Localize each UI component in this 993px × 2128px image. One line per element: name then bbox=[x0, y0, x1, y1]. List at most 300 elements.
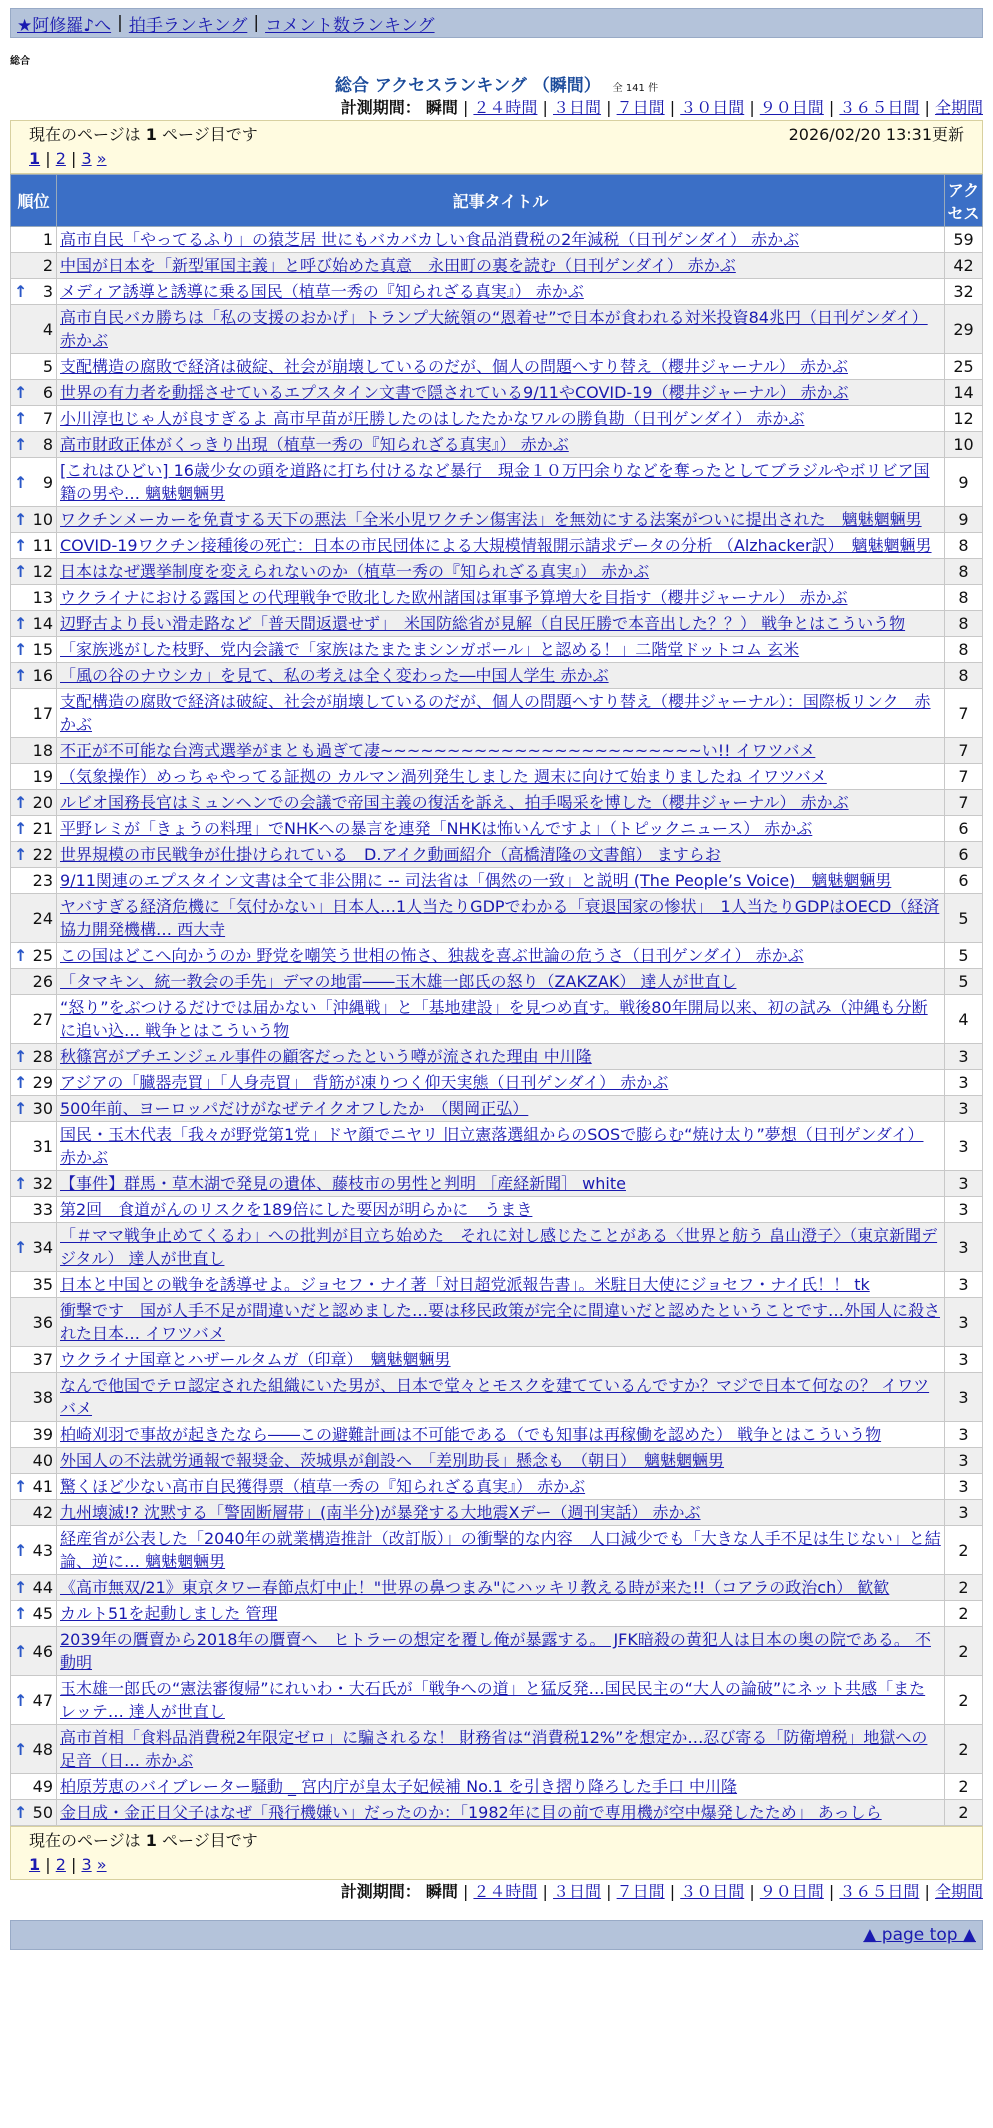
article-title-link[interactable]: 不正が不可能な台湾式選挙がまとも過ぎて凄~~~~~~~~~~~~~~~~~~~~~~~~い!! イワツバメ bbox=[60, 741, 816, 760]
title-cell bbox=[57, 1676, 945, 1725]
rank-cell bbox=[11, 1725, 57, 1774]
rank-cell bbox=[11, 1422, 57, 1448]
title-cell bbox=[57, 432, 945, 458]
access-count: 2 bbox=[945, 1800, 983, 1826]
page-link-1[interactable]: 1 bbox=[29, 149, 41, 168]
article-title-link[interactable]: ウクライナにおける露国との代理戦争で敗北した欧州諸国は軍事予算増大を目指す（櫻井ジャーナル） 赤かぶ bbox=[60, 588, 848, 607]
rank-number: 12 bbox=[32, 562, 53, 581]
article-title-link[interactable]: 秋篠宮がブチエンジェル事件の顧客だったという噂が流された理由 中川隆 bbox=[60, 1047, 592, 1066]
title-cell bbox=[57, 790, 945, 816]
article-title-link[interactable]: ワクチンメーカーを免責する天下の悪法「全米小児ワクチン傷害法」を無効にする法案がついに提出された 魑魅魍魎男 bbox=[60, 510, 922, 529]
period-link-90d[interactable]: ９０日間 bbox=[759, 98, 824, 117]
rank-cell bbox=[11, 943, 57, 969]
title-cell bbox=[57, 1223, 945, 1272]
period-link-90d-bottom[interactable]: ９０日間 bbox=[759, 1882, 824, 1901]
article-title-link[interactable]: 9/11関連のエプスタイン文書は全て非公開に -- 司法省は「偶然の一致」と説明 (The People’s Voice) 魑魅魍魎男 bbox=[60, 871, 892, 890]
article-title-link[interactable]: 柏崎刈羽で事故が起きたなら――この避難計画は不可能である（でも知事は再稼働を認めた） 戦争とはこういう物 bbox=[60, 1425, 882, 1444]
title-cell bbox=[57, 1774, 945, 1800]
table-row bbox=[11, 1298, 983, 1347]
table-row bbox=[11, 458, 983, 507]
article-title-link[interactable]: 中国が日本を「新型軍国主義」と呼び始めた真意 永田町の裏を読む（日刊ゲンダイ） 赤かぶ bbox=[60, 256, 736, 275]
access-count: 3 bbox=[945, 1272, 983, 1298]
access-count: 14 bbox=[945, 380, 983, 406]
article-title-link[interactable]: メディア誘導と誘導に乗る国民（植草一秀の『知られざる真実』） 赤かぶ bbox=[60, 282, 584, 301]
rank-cell bbox=[11, 1171, 57, 1197]
article-title-link[interactable]: 500年前、ヨーロッパだけがなぜテイクオフしたか （関岡正弘） bbox=[60, 1099, 529, 1118]
period-label: 計測期間： bbox=[340, 98, 421, 117]
rank-up-arrow-icon: ↑ bbox=[14, 282, 28, 301]
rank-number: 15 bbox=[32, 640, 53, 659]
rank-cell bbox=[11, 1500, 57, 1526]
rank-up-arrow-icon: ↑ bbox=[14, 1174, 28, 1193]
article-title-link[interactable]: 「家族逃がした枝野、党内会議で「家族はたまたまシンガポール」と認める！」二階堂ドットコム 玄米 bbox=[60, 640, 800, 659]
title-cell bbox=[57, 969, 945, 995]
article-title-link[interactable]: 第2回 食道がんのリスクを189倍にした要因が明らかに うまき bbox=[60, 1200, 533, 1219]
access-count: 5 bbox=[945, 969, 983, 995]
title-cell bbox=[57, 1575, 945, 1601]
table-row bbox=[11, 1347, 983, 1373]
page-link-2[interactable]: 2 bbox=[55, 149, 66, 168]
table-row bbox=[11, 1197, 983, 1223]
rank-number: 13 bbox=[32, 588, 53, 607]
rank-number: 43 bbox=[32, 1540, 53, 1560]
col-rank-header: 順位 bbox=[11, 175, 57, 227]
table-row bbox=[11, 1725, 983, 1774]
rank-up-arrow-icon: ↑ bbox=[14, 1604, 28, 1623]
rank-cell bbox=[11, 585, 57, 611]
title-cell bbox=[57, 1800, 945, 1826]
table-row bbox=[11, 1122, 983, 1171]
access-count: 32 bbox=[945, 279, 983, 305]
rank-cell bbox=[11, 432, 57, 458]
rank-number: 34 bbox=[32, 1237, 53, 1257]
updated-timestamp: 2026/02/20 13:31更新 bbox=[788, 125, 964, 144]
next-page-link-bottom[interactable]: » bbox=[96, 1855, 107, 1874]
article-title-link[interactable]: 支配構造の腐敗で経済は破綻、社会が崩壊しているのだが、個人の問題へすり替え（櫻井ジャーナル）：国際板リンク 赤かぶ bbox=[60, 692, 931, 734]
article-title-link[interactable]: 日本はなぜ選挙制度を変えられないのか（植草一秀の『知られざる真実』） 赤かぶ bbox=[60, 562, 650, 581]
article-title-link[interactable]: 平野レミが「きょうの料理」でNHKへの暴言を連発「NHKは怖いんですよ」（トピックニュース） 赤かぶ bbox=[60, 819, 813, 838]
access-count: 7 bbox=[945, 689, 983, 738]
access-count: 3 bbox=[945, 1197, 983, 1223]
rank-cell bbox=[11, 305, 57, 354]
nav-applause-ranking-link[interactable]: 拍手ランキング bbox=[128, 15, 248, 36]
rank-number: 3 bbox=[42, 282, 53, 301]
next-page-link[interactable]: » bbox=[96, 149, 107, 168]
rank-number: 41 bbox=[32, 1477, 53, 1496]
rank-cell bbox=[11, 764, 57, 790]
rank-cell bbox=[11, 533, 57, 559]
table-row bbox=[11, 1627, 983, 1676]
total-count: 全 141 件 bbox=[612, 83, 659, 94]
title-cell bbox=[57, 637, 945, 663]
rank-cell bbox=[11, 1676, 57, 1725]
period-link-30d[interactable]: ３０日間 bbox=[680, 98, 745, 117]
rank-number: 31 bbox=[32, 1136, 53, 1156]
rank-up-arrow-icon: ↑ bbox=[14, 1237, 28, 1257]
access-count: 7 bbox=[945, 790, 983, 816]
rank-cell bbox=[11, 894, 57, 943]
rank-cell bbox=[11, 1601, 57, 1627]
access-count: 2 bbox=[945, 1676, 983, 1725]
article-title-link[interactable]: [これはひどい] 16歳少女の頭を道路に打ち付けるなど暴行 現金１０万円余りなどを奪ったとしてブラジルやボリビア国籍の男や… 魑魅魍魎男 bbox=[60, 461, 930, 503]
table-row bbox=[11, 1676, 983, 1725]
nav-comment-ranking-link[interactable]: コメント数ランキング bbox=[265, 15, 435, 36]
period-current: 瞬間 bbox=[425, 98, 458, 117]
page-link-3-bottom[interactable]: 3 bbox=[81, 1855, 92, 1874]
rank-number: 19 bbox=[32, 767, 53, 786]
rank-cell bbox=[11, 663, 57, 689]
page-links: 1 | 2 | 3 » bbox=[29, 149, 107, 168]
rank-up-arrow-icon: ↑ bbox=[14, 1047, 28, 1066]
rank-number: 49 bbox=[32, 1777, 53, 1796]
table-row bbox=[11, 1422, 983, 1448]
period-label-bottom: 計測期間： bbox=[340, 1882, 421, 1901]
article-title-link[interactable]: 高市自民「やってるふり」の猿芝居 世にもバカバカしい食品消費税の2年減税（日刊ゲンダイ） 赤かぶ bbox=[60, 230, 800, 249]
table-row bbox=[11, 1774, 983, 1800]
rank-cell bbox=[11, 559, 57, 585]
table-row bbox=[11, 1526, 983, 1575]
article-title-link[interactable]: 「風の谷のナウシカ」を見て、私の考えは全く変わった―中国人学生 赤かぶ bbox=[60, 666, 609, 685]
top-nav: ★阿修羅♪へ | 拍手ランキング | コメント数ランキング bbox=[10, 8, 983, 38]
rank-up-arrow-icon: ↑ bbox=[14, 1641, 28, 1661]
title-cell bbox=[57, 1096, 945, 1122]
rank-number: 37 bbox=[32, 1350, 53, 1369]
article-title-link[interactable]: 世界の有力者を動揺させているエプスタイン文書で隠されている9/11やCOVID-19（櫻井ジャーナル） 赤かぶ bbox=[60, 383, 849, 402]
rank-up-arrow-icon: ↑ bbox=[14, 1803, 28, 1822]
title-cell bbox=[57, 380, 945, 406]
article-title-link[interactable]: 驚くほど少ない高市自民獲得票（植草一秀の『知られざる真実』） 赤かぶ bbox=[60, 1477, 586, 1496]
article-title-link[interactable]: 高市自民バカ勝ちは「私の支援のおかげ」トランプ大統領の“恩着せ”で日本が食われる対米投資84兆円（日刊ゲンダイ） 赤かぶ bbox=[60, 308, 928, 350]
article-title-link[interactable]: ヤバすぎる経済危機に「気付かない」日本人…1人当たりGDPでわかる「衰退国家の惨状」 1人当たりGDPはOECD（経済協力開発機構… 西大寺 bbox=[60, 897, 940, 939]
rank-number: 28 bbox=[32, 1047, 53, 1066]
rank-number: 16 bbox=[32, 666, 53, 685]
access-count: 8 bbox=[945, 559, 983, 585]
period-link-3d[interactable]: ３日間 bbox=[553, 98, 602, 117]
table-row bbox=[11, 1601, 983, 1627]
rank-cell bbox=[11, 1070, 57, 1096]
rank-number: 27 bbox=[32, 1009, 53, 1029]
access-count: 8 bbox=[945, 611, 983, 637]
article-title-link[interactable]: （気象操作）めっちゃやってる証拠の カルマン渦列発生しました 週末に向けて始まりましたね イワツバメ bbox=[60, 767, 827, 786]
table-row bbox=[11, 1575, 983, 1601]
rank-number: 46 bbox=[32, 1641, 53, 1661]
article-title-link[interactable]: 九州壊滅!? 沈黙する「警固断層帯」(南半分)が暴発する大地震Xデー（週刊実話） 赤かぶ bbox=[60, 1503, 701, 1522]
rank-up-arrow-icon: ↑ bbox=[14, 383, 28, 402]
title-cell bbox=[57, 764, 945, 790]
rank-up-arrow-icon: ↑ bbox=[14, 1690, 28, 1710]
rank-cell bbox=[11, 1347, 57, 1373]
section-label: 総合 bbox=[10, 56, 30, 67]
rank-cell bbox=[11, 1272, 57, 1298]
rank-up-arrow-icon: ↑ bbox=[14, 946, 28, 965]
title-cell bbox=[57, 1347, 945, 1373]
period-link-all-bottom[interactable]: 全期間 bbox=[934, 1882, 983, 1901]
title-cell bbox=[57, 1373, 945, 1422]
access-count: 29 bbox=[945, 305, 983, 354]
period-link-all[interactable]: 全期間 bbox=[934, 98, 983, 117]
rank-number: 45 bbox=[32, 1604, 53, 1623]
table-row bbox=[11, 995, 983, 1044]
title-cell bbox=[57, 458, 945, 507]
rank-number: 48 bbox=[32, 1739, 53, 1759]
access-count: 2 bbox=[945, 1575, 983, 1601]
rank-number: 24 bbox=[32, 908, 53, 928]
access-count: 7 bbox=[945, 738, 983, 764]
article-title-link[interactable]: 支配構造の腐敗で経済は破綻、社会が崩壊しているのだが、個人の問題へすり替え（櫻井ジャーナル） 赤かぶ bbox=[60, 357, 848, 376]
article-title-link[interactable]: 世界規模の市民戦争が仕掛けられている D.アイク動画紹介（高橋清隆の文書館） ますらお bbox=[60, 845, 721, 864]
access-count: 6 bbox=[945, 868, 983, 894]
title-cell bbox=[57, 1601, 945, 1627]
article-title-link[interactable]: 国民・玉木代表「我々が野党第1党」ドヤ顔でニヤリ 旧立憲落選組からのSOSで膨らむ“焼け太り”夢想（日刊ゲンダイ） 赤かぶ bbox=[60, 1125, 924, 1167]
title-cell bbox=[57, 1526, 945, 1575]
table-row bbox=[11, 1272, 983, 1298]
rank-cell bbox=[11, 790, 57, 816]
period-link-24h[interactable]: ２４時間 bbox=[473, 98, 538, 117]
title-cell bbox=[57, 1725, 945, 1774]
article-title-link[interactable]: 柏原芳恵のバイブレーター騒動 _ 宮内庁が皇太子妃候補 No.1 を引き摺り降ろした手口 中川隆 bbox=[60, 1777, 738, 1796]
access-count: 9 bbox=[945, 458, 983, 507]
rank-cell bbox=[11, 227, 57, 253]
article-title-link[interactable]: 衝撃です 国が人手不足が間違いだと認めました…要は移民政策が完全に間違いだと認めたということです…外国人に殺された日本… イワツバメ bbox=[60, 1301, 941, 1343]
article-title-link[interactable]: 高市首相「食料品消費税2年限定ゼロ」に騙されるな！ 財務省は“消費税12%”を想定か…忍び寄る「防衛増税」地獄への足音（日… 赤かぶ bbox=[60, 1728, 928, 1770]
title-cell bbox=[57, 354, 945, 380]
rank-cell bbox=[11, 611, 57, 637]
rank-cell bbox=[11, 1223, 57, 1272]
title-cell bbox=[57, 406, 945, 432]
access-count: 12 bbox=[945, 406, 983, 432]
rank-up-arrow-icon: ↑ bbox=[14, 435, 28, 454]
rank-up-arrow-icon: ↑ bbox=[14, 845, 28, 864]
table-row bbox=[11, 1800, 983, 1826]
title-cell bbox=[57, 816, 945, 842]
article-title-link[interactable]: “怒り”をぶつけるだけでは届かない「沖縄戦」と「基地建設」を見つめ直す。戦後80年開局以来、初の試み（沖縄も分断に追い込… 戦争とはこういう物 bbox=[60, 998, 928, 1040]
article-title-link[interactable]: 「＃ママ戦争止めてくるわ」への批判が目立ち始めた それに対し感じたことがある〈世界と舫う 畠山澄子〉（東京新聞デジタル） 達人が世直し bbox=[60, 1226, 938, 1268]
article-title-link[interactable]: ルビオ国務長官はミュンヘンでの会議で帝国主義の復活を訴え、拍手喝采を博した（櫻井ジャーナル） 赤かぶ bbox=[60, 793, 849, 812]
rank-number: 47 bbox=[32, 1690, 53, 1710]
access-count: 10 bbox=[945, 432, 983, 458]
table-row bbox=[11, 507, 983, 533]
rank-cell bbox=[11, 380, 57, 406]
title-cell bbox=[57, 1070, 945, 1096]
page-title-text: 総合 アクセスランキング （瞬間） bbox=[334, 76, 601, 96]
article-title-link[interactable]: 「タマキン、統一教会の手先」デマの地雷――玉木雄一郎氏の怒り（ZAKZAK） 達人が世直し bbox=[60, 972, 737, 991]
rank-cell bbox=[11, 1526, 57, 1575]
access-count: 2 bbox=[945, 1774, 983, 1800]
rank-number: 35 bbox=[32, 1275, 53, 1294]
access-count: 8 bbox=[945, 663, 983, 689]
table-row bbox=[11, 611, 983, 637]
article-title-link[interactable]: 《高市無双/21》東京タワー春節点灯中止！"世界の鼻つまみ"にハッキリ教える時が来た!!（コアラの政治ch） 歓歓 bbox=[60, 1578, 890, 1597]
period-link-365d-bottom[interactable]: ３６５日間 bbox=[839, 1882, 920, 1901]
ranking-table bbox=[10, 174, 983, 1826]
rank-up-arrow-icon: ↑ bbox=[14, 1477, 28, 1496]
table-row bbox=[11, 816, 983, 842]
rank-number: 7 bbox=[42, 409, 53, 428]
table-row bbox=[11, 305, 983, 354]
table-row bbox=[11, 663, 983, 689]
article-title-link[interactable]: ウクライナ国章とハザールタムガ（印章） 魑魅魍魎男 bbox=[60, 1350, 451, 1369]
article-title-link[interactable]: 日本と中国との戦争を誘導せよ。ジョセフ・ナイ著「対日超党派報告書」。米駐日大使にジョセフ・ナイ氏！！ tk bbox=[60, 1275, 870, 1294]
table-row bbox=[11, 1096, 983, 1122]
access-count: 3 bbox=[945, 1347, 983, 1373]
rank-up-arrow-icon: ↑ bbox=[14, 614, 28, 633]
period-link-7d[interactable]: ７日間 bbox=[616, 98, 665, 117]
pager-bottom bbox=[10, 1826, 983, 1880]
article-title-link[interactable]: アジアの「臓器売買」「人身売買」 背筋が凍りつく仰天実態（日刊ゲンダイ） 赤かぶ bbox=[60, 1073, 669, 1092]
title-cell bbox=[57, 1448, 945, 1474]
period-current-bottom: 瞬間 bbox=[425, 1882, 458, 1901]
article-title-link[interactable]: 【事件】群馬・草木湖で発見の遺体、藤枝市の男性と判明 ［産経新聞］ white bbox=[60, 1174, 626, 1193]
period-selector-bottom: 計測期間： 瞬間 | ２４時間 | ３日間 | ７日間 | ３０日間 | ９０日間 | ３６５日間 | 全期間 bbox=[340, 1882, 983, 1901]
table-row bbox=[11, 943, 983, 969]
access-count: 3 bbox=[945, 1298, 983, 1347]
title-cell bbox=[57, 663, 945, 689]
table-row bbox=[11, 790, 983, 816]
rank-number: 42 bbox=[32, 1503, 53, 1522]
page-link-1-bottom[interactable]: 1 bbox=[29, 1855, 41, 1874]
title-cell bbox=[57, 1500, 945, 1526]
rank-cell bbox=[11, 406, 57, 432]
article-title-link[interactable]: 経産省が公表した「2040年の就業構造推計（改訂版）」の衝撃的な内容 人口減少でも「大きな人手不足は生じない」と結論、逆に… 魑魅魍魎男 bbox=[60, 1529, 941, 1571]
access-count: 25 bbox=[945, 354, 983, 380]
table-row bbox=[11, 1044, 983, 1070]
access-count: 3 bbox=[945, 1448, 983, 1474]
article-title-link[interactable]: なんで他国でテロ認定された組織にいた男が、日本で堂々とモスクを建てているんですか？マジで日本て何なの？ イワツバメ bbox=[60, 1376, 930, 1418]
access-count: 3 bbox=[945, 1500, 983, 1526]
table-row bbox=[11, 1070, 983, 1096]
title-cell bbox=[57, 507, 945, 533]
page-link-3[interactable]: 3 bbox=[81, 149, 92, 168]
article-title-link[interactable]: 金日成・金正日父子はなぜ「飛行機嫌い」だったのか：「1982年に目の前で専用機が空中爆発したため」 あっしら bbox=[60, 1803, 882, 1822]
rank-number: 26 bbox=[32, 972, 53, 991]
rank-number: 39 bbox=[32, 1425, 53, 1444]
period-selector-top: 計測期間： 瞬間 | ２４時間 | ３日間 | ７日間 | ３０日間 | ９０日間 | ３６５日間 | 全期間 bbox=[340, 98, 983, 117]
title-cell bbox=[57, 533, 945, 559]
rank-up-arrow-icon: ↑ bbox=[14, 640, 28, 659]
page-links-bottom: 1 | 2 | 3 » bbox=[29, 1855, 107, 1874]
article-title-link[interactable]: 外国人の不法就労通報で報奨金、茨城県が創設へ 「差別助長」懸念も （朝日） 魑魅魍魎男 bbox=[60, 1451, 725, 1470]
rank-cell bbox=[11, 1298, 57, 1347]
rank-number: 1 bbox=[42, 230, 53, 249]
access-count: 6 bbox=[945, 816, 983, 842]
period-link-30d-bottom[interactable]: ３０日間 bbox=[680, 1882, 745, 1901]
title-cell bbox=[57, 253, 945, 279]
rank-up-arrow-icon: ↑ bbox=[14, 510, 28, 529]
article-title-link[interactable]: この国はどこへ向かうのか 野党を嘲笑う世相の怖さ、独裁を喜ぶ世論の危うさ（日刊ゲンダイ） 赤かぶ bbox=[60, 946, 804, 965]
period-link-24h-bottom[interactable]: ２４時間 bbox=[473, 1882, 538, 1901]
rank-number: 30 bbox=[32, 1099, 53, 1118]
rank-number: 9 bbox=[42, 472, 53, 492]
title-cell bbox=[57, 585, 945, 611]
period-link-7d-bottom[interactable]: ７日間 bbox=[616, 1882, 665, 1901]
access-count: 7 bbox=[945, 764, 983, 790]
col-title-header: 記事タイトル bbox=[57, 175, 945, 227]
rank-up-arrow-icon: ↑ bbox=[14, 1540, 28, 1560]
article-title-link[interactable]: カルト51を起動しました 管理 bbox=[60, 1604, 278, 1623]
access-count: 3 bbox=[945, 1474, 983, 1500]
title-cell bbox=[57, 1422, 945, 1448]
title-cell bbox=[57, 279, 945, 305]
title-cell bbox=[57, 1122, 945, 1171]
access-count: 2 bbox=[945, 1725, 983, 1774]
rank-up-arrow-icon: ↑ bbox=[14, 472, 28, 492]
article-title-link[interactable]: 高市財政正体がくっきり出現（植草一秀の『知られざる真実』） 赤かぶ bbox=[60, 435, 569, 454]
article-title-link[interactable]: 小川淳也じゃ人が良すぎるよ 高市早苗が圧勝したのはしたたかなワルの勝負勘（日刊ゲンダイ） 赤かぶ bbox=[60, 409, 805, 428]
rank-cell bbox=[11, 507, 57, 533]
title-cell bbox=[57, 1171, 945, 1197]
table-row bbox=[11, 1171, 983, 1197]
title-cell bbox=[57, 227, 945, 253]
rank-up-arrow-icon: ↑ bbox=[14, 666, 28, 685]
table-row bbox=[11, 559, 983, 585]
rank-number: 25 bbox=[32, 946, 53, 965]
table-row bbox=[11, 764, 983, 790]
rank-cell bbox=[11, 1197, 57, 1223]
access-count: 3 bbox=[945, 1223, 983, 1272]
title-cell bbox=[57, 868, 945, 894]
title-cell bbox=[57, 894, 945, 943]
footer-bar bbox=[10, 1920, 983, 1950]
table-row bbox=[11, 969, 983, 995]
access-count: 8 bbox=[945, 637, 983, 663]
article-title-link[interactable]: 2039年の贋賣から2018年の贋賣へ ヒトラーの想定を覆し俺が暴露する。 JFK暗殺の黄犯人は日本の奥の院である。 不動明 bbox=[60, 1630, 931, 1672]
access-count: 42 bbox=[945, 253, 983, 279]
rank-cell bbox=[11, 842, 57, 868]
rank-cell bbox=[11, 1096, 57, 1122]
table-row bbox=[11, 380, 983, 406]
access-count: 3 bbox=[945, 1171, 983, 1197]
rank-cell bbox=[11, 637, 57, 663]
article-title-link[interactable]: 玉木雄一郎氏の“憲法審復帰”にれいわ・大石氏が「戦争への道」と猛反発…国民民主の“大人の論破”にネット共感「またレッテ… 達人が世直し bbox=[60, 1679, 926, 1721]
page-link-2-bottom[interactable]: 2 bbox=[55, 1855, 66, 1874]
rank-number: 33 bbox=[32, 1200, 53, 1219]
nav-home-link[interactable]: ★阿修羅♪へ bbox=[17, 15, 112, 36]
table-row bbox=[11, 842, 983, 868]
period-link-365d[interactable]: ３６５日間 bbox=[839, 98, 920, 117]
period-link-3d-bottom[interactable]: ３日間 bbox=[553, 1882, 602, 1901]
article-title-link[interactable]: COVID-19ワクチン接種後の死亡：日本の市民団体による大規模情報開示請求データの分析 （Alzhacker訳） 魑魅魍魎男 bbox=[60, 536, 932, 555]
rank-number: 50 bbox=[32, 1803, 53, 1822]
rank-number: 29 bbox=[32, 1073, 53, 1092]
access-count: 59 bbox=[945, 227, 983, 253]
title-cell bbox=[57, 842, 945, 868]
table-row bbox=[11, 894, 983, 943]
rank-number: 18 bbox=[32, 741, 53, 760]
title-cell bbox=[57, 1272, 945, 1298]
title-cell bbox=[57, 995, 945, 1044]
rank-up-arrow-icon: ↑ bbox=[14, 562, 28, 581]
rank-number: 2 bbox=[42, 256, 53, 275]
page-title bbox=[10, 71, 983, 96]
title-cell bbox=[57, 943, 945, 969]
table-row bbox=[11, 689, 983, 738]
rank-number: 10 bbox=[32, 510, 53, 529]
table-row bbox=[11, 1500, 983, 1526]
access-count: 9 bbox=[945, 507, 983, 533]
title-cell bbox=[57, 1197, 945, 1223]
page-top-link[interactable]: ▲ page top ▲ bbox=[863, 1925, 976, 1945]
article-title-link[interactable]: 辺野古より長い滑走路など「普天間返還せず」 米国防総省が見解（自民圧勝で本音出した？？） 戦争とはこういう物 bbox=[60, 614, 906, 633]
access-count: 5 bbox=[945, 943, 983, 969]
table-row bbox=[11, 1448, 983, 1474]
rank-cell bbox=[11, 738, 57, 764]
rank-cell bbox=[11, 816, 57, 842]
title-cell bbox=[57, 1627, 945, 1676]
pager-top bbox=[10, 120, 983, 174]
rank-up-arrow-icon: ↑ bbox=[14, 536, 28, 555]
rank-cell bbox=[11, 1448, 57, 1474]
rank-number: 40 bbox=[32, 1451, 53, 1470]
